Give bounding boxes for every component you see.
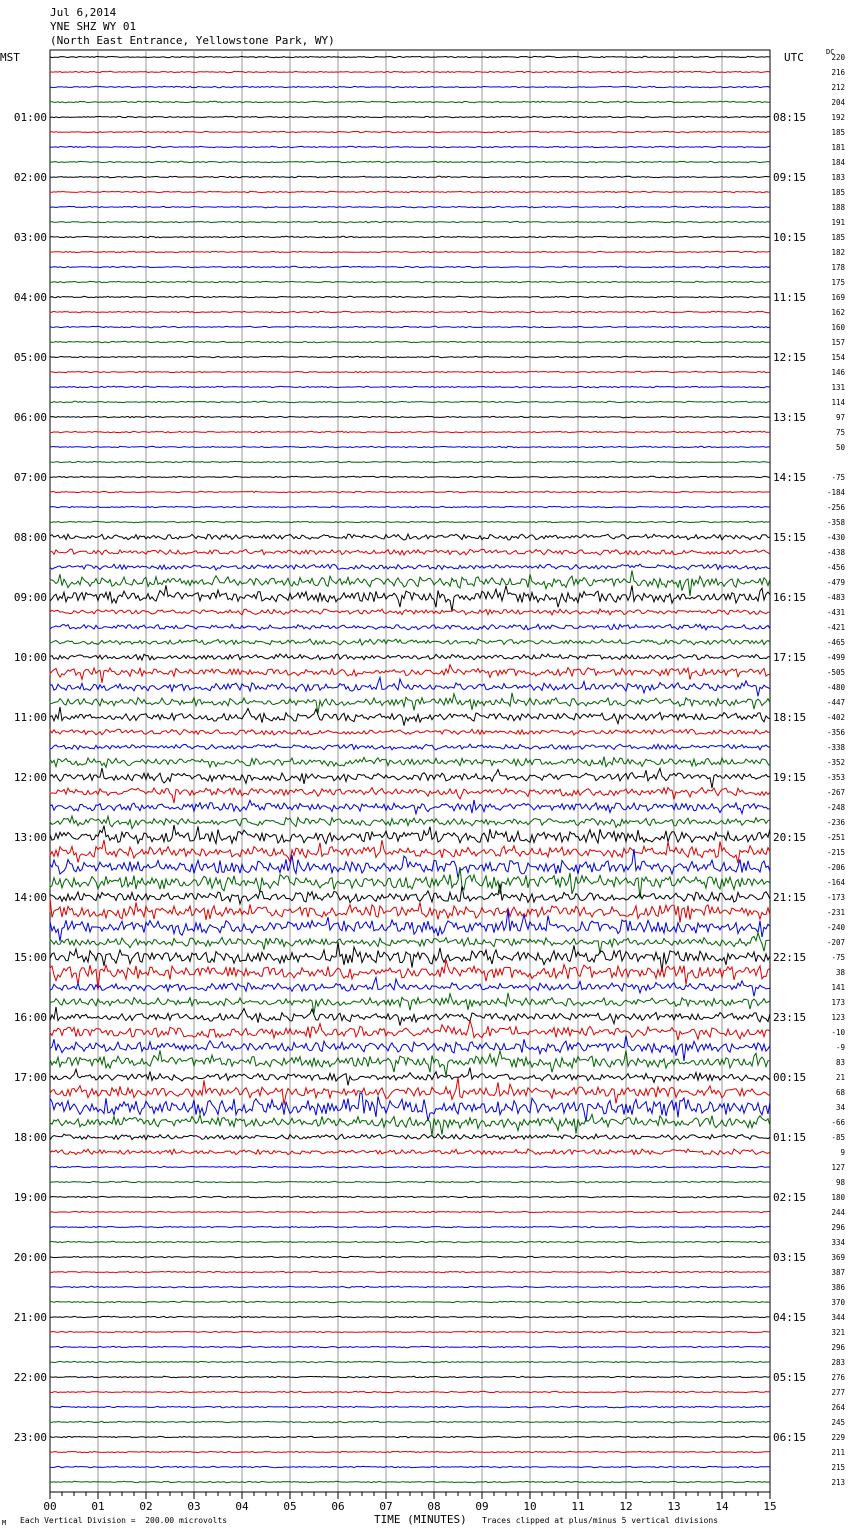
dc-offset-label: 178 [831,263,845,272]
dc-offset-label: -338 [826,743,845,752]
dc-offset-label: 229 [831,1433,845,1442]
dc-offset-label: 21 [835,1073,845,1082]
dc-offset-label: 245 [831,1418,845,1427]
dc-offset-label: 276 [831,1373,845,1382]
dc-offset-label: -231 [826,908,845,917]
seismic-trace [50,56,770,57]
seismic-trace [50,1376,770,1378]
seismic-trace [50,693,770,714]
x-tick-label: 05 [283,1500,297,1513]
hour-label-mst: 12:00 [13,771,47,784]
dc-offset-label: 185 [831,128,845,137]
dc-offset-label: 123 [831,1013,845,1022]
seismic-trace [50,977,770,996]
hour-label-utc: 01:15 [773,1131,807,1144]
seismic-trace [50,729,770,735]
dc-column-label: DC [826,48,835,56]
seismic-trace [50,326,770,327]
seismic-trace [50,1256,770,1258]
dc-offset-label: -353 [826,773,845,782]
seismic-trace [50,281,770,283]
dc-offset-label: 50 [835,443,845,452]
dc-offset-label: 283 [831,1358,845,1367]
hour-label-utc: 19:15 [773,771,807,784]
dc-offset-label: -505 [826,668,845,677]
hour-label-utc: 05:15 [773,1371,807,1384]
dc-offset-label: -240 [826,923,845,932]
dc-offset-label: 321 [831,1328,845,1337]
dc-offset-label: 213 [831,1478,845,1487]
seismic-trace [50,1077,770,1104]
seismic-trace [50,131,770,133]
x-tick-label: 07 [379,1500,393,1513]
hour-label-mst: 10:00 [13,651,47,664]
dc-offset-label: -184 [826,488,845,497]
dc-offset-label: 182 [831,248,845,257]
dc-offset-label: 192 [831,113,845,122]
dc-offset-label: 180 [831,1193,845,1202]
seismic-trace [50,446,770,448]
dc-offset-label: -173 [826,893,845,902]
left-timezone-label: MST [0,51,20,64]
dc-offset-label: 369 [831,1253,845,1262]
dc-offset-label: -499 [826,653,845,662]
seismic-trace [50,341,770,343]
seismic-trace [50,1331,770,1332]
hour-label-utc: 13:15 [773,411,807,424]
seismic-trace [50,206,770,208]
seismic-trace [50,1134,770,1140]
x-tick-label: 11 [571,1500,585,1513]
seismic-trace [50,1166,770,1168]
seismic-trace [50,1406,770,1408]
seismic-trace [50,176,770,178]
seismic-trace [50,1451,770,1452]
dc-offset-label: -421 [826,623,845,632]
dc-offset-label: 34 [835,1103,845,1112]
station-code: YNE SHZ WY 01 [50,20,137,33]
seismic-trace [50,431,770,433]
hour-label-utc: 21:15 [773,891,807,904]
seismic-trace [50,1436,770,1438]
seismic-trace [50,161,770,162]
hour-label-utc: 18:15 [773,711,807,724]
seismic-trace [50,296,770,297]
dc-offset-label: -215 [826,848,845,857]
dc-offset-label: 154 [831,353,845,362]
hour-label-utc: 22:15 [773,951,807,964]
seismic-trace [50,266,770,268]
seismic-trace [50,768,770,788]
hour-label-utc: 00:15 [773,1071,807,1084]
seismic-trace [50,816,770,829]
seismic-trace [50,461,770,463]
x-tick-label: 10 [523,1500,537,1513]
seismic-trace [50,401,770,402]
dc-offset-label: 215 [831,1463,845,1472]
dc-offset-label: -206 [826,863,845,872]
dc-offset-label: 191 [831,218,845,227]
dc-offset-label: -75 [831,953,845,962]
hour-label-utc: 17:15 [773,651,807,664]
seismic-trace [50,933,770,954]
hour-label-mst: 09:00 [13,591,47,604]
seismic-trace [50,1391,770,1392]
dc-offset-label: 386 [831,1283,845,1292]
hour-label-utc: 20:15 [773,831,807,844]
hour-label-mst: 22:00 [13,1371,47,1384]
seismic-trace [50,386,770,388]
seismic-trace [50,1114,770,1135]
dc-offset-label: -9 [835,1043,845,1052]
seismic-trace [50,1346,770,1347]
x-axis [43,1492,776,1513]
seismic-trace [50,101,770,103]
x-tick-label: 09 [475,1500,489,1513]
dc-offset-label: 387 [831,1268,845,1277]
dc-offset-label: 68 [835,1088,845,1097]
dc-offset-label: -66 [831,1118,845,1127]
hour-label-utc: 16:15 [773,591,807,604]
dc-offset-label: 162 [831,308,845,317]
seismic-trace [50,585,770,611]
seismic-trace [50,665,770,683]
seismic-trace [50,1361,770,1362]
x-tick-label: 04 [235,1500,249,1513]
dc-offset-label: 370 [831,1298,845,1307]
hour-label-utc: 23:15 [773,1011,807,1024]
x-tick-label: 08 [427,1500,441,1513]
seismic-trace [50,1196,770,1198]
dc-offset-label: -358 [826,518,845,527]
dc-offset-label: -207 [826,938,845,947]
dc-offset-label: 296 [831,1223,845,1232]
dc-offset-label: 114 [831,398,845,407]
hour-label-mst: 19:00 [13,1191,47,1204]
dc-offset-label: 97 [835,413,845,422]
dc-offset-label: 183 [831,173,845,182]
dc-offset-label: 141 [831,983,845,992]
seismic-trace [50,71,770,72]
seismic-trace [50,757,770,768]
hour-label-mst: 16:00 [13,1011,47,1024]
seismic-trace [50,221,770,223]
dc-offset-label: 131 [831,383,845,392]
dc-offset-label: 184 [831,158,845,167]
dc-offset-label: 216 [831,68,845,77]
hour-label-utc: 06:15 [773,1431,807,1444]
dc-offset-label: -75 [831,473,845,482]
hour-label-mst: 08:00 [13,531,47,544]
seismic-trace [50,236,770,238]
right-timezone-label: UTC [784,51,804,64]
dc-offset-label: 181 [831,143,845,152]
seismic-trace [50,677,770,696]
seismic-trace [50,371,770,373]
seismic-trace [50,86,770,88]
dc-offset-label: -356 [826,728,845,737]
hour-label-mst: 14:00 [13,891,47,904]
seismic-trace [50,571,770,597]
seismic-trace [50,1068,770,1086]
dc-offset-label: 220 [831,53,845,62]
trace-group [50,56,770,1483]
hour-label-mst: 13:00 [13,831,47,844]
clip-note: Traces clipped at plus/minus 5 vertical divisions [482,1516,719,1525]
seismic-trace [50,609,770,615]
seismic-trace [50,1466,770,1468]
hour-label-mst: 04:00 [13,291,47,304]
seismic-trace [50,1316,770,1318]
dc-offset-label: -430 [826,533,845,542]
x-tick-label: 02 [139,1500,153,1513]
dc-offset-label: 160 [831,323,845,332]
plot-frame [50,50,770,1492]
seismic-trace [50,534,770,540]
seismic-trace [50,1149,770,1155]
dc-offset-label: 344 [831,1313,845,1322]
seismic-trace [50,491,770,493]
hour-label-utc: 11:15 [773,291,807,304]
seismic-trace [50,825,770,844]
dc-offset-label: 169 [831,293,845,302]
dc-offset-label: 9 [840,1148,845,1157]
hour-label-mst: 23:00 [13,1431,47,1444]
hour-label-utc: 03:15 [773,1251,807,1264]
hour-label-mst: 17:00 [13,1071,47,1084]
seismic-trace [50,1036,770,1062]
seismic-trace [50,476,770,478]
seismic-trace [50,1020,770,1040]
seismic-trace [50,251,770,252]
dc-offset-label: -402 [826,713,845,722]
seismic-trace [50,311,770,313]
seismic-trace [50,707,770,726]
dc-offset-label: -479 [826,578,845,587]
dc-offset-label: -431 [826,608,845,617]
hour-label-mst: 18:00 [13,1131,47,1144]
dc-offset-label: 204 [831,98,845,107]
hour-label-mst: 02:00 [13,171,47,184]
dc-offset-label: 277 [831,1388,845,1397]
dc-offset-label: 185 [831,188,845,197]
seismic-trace [50,800,770,814]
hour-label-utc: 15:15 [773,531,807,544]
seismic-trace [50,564,770,570]
hour-label-utc: 02:15 [773,1191,807,1204]
hour-label-utc: 08:15 [773,111,807,124]
grid-lines [50,50,770,1492]
x-tick-label: 13 [667,1500,681,1513]
dc-offset-label: -236 [826,818,845,827]
seismic-trace [50,1241,770,1242]
x-tick-label: 00 [43,1500,57,1513]
dc-offset-label: -251 [826,833,845,842]
dc-offset-label: 211 [831,1448,845,1457]
hour-label-utc: 12:15 [773,351,807,364]
dc-offset-label: -483 [826,593,845,602]
seismic-trace [50,898,770,923]
seismic-trace [50,1286,770,1288]
hour-label-utc: 10:15 [773,231,807,244]
hour-label-mst: 05:00 [13,351,47,364]
seismic-trace [50,744,770,750]
dc-offset-label: 244 [831,1208,845,1217]
hour-label-mst: 06:00 [13,411,47,424]
dc-offset-label: -248 [826,803,845,812]
hour-label-utc: 04:15 [773,1311,807,1324]
seismic-trace [50,1271,770,1273]
seismic-trace [50,1481,770,1483]
corner-mark: M [2,1519,7,1527]
hour-label-mst: 11:00 [13,711,47,724]
dc-offset-label: -267 [826,788,845,797]
x-tick-label: 12 [619,1500,633,1513]
dc-offset-label: 185 [831,233,845,242]
seismic-trace [50,639,770,645]
dc-offset-label: 157 [831,338,845,347]
dc-offset-label: -256 [826,503,845,512]
hour-label-mst: 20:00 [13,1251,47,1264]
seismic-trace [50,146,770,148]
dc-offset-label: 212 [831,83,845,92]
seismic-trace [50,654,770,660]
seismic-trace [50,1301,770,1303]
dc-offset-label: 146 [831,368,845,377]
seismic-trace [50,993,770,1014]
dc-offset-label: 264 [831,1403,845,1412]
x-axis-title: TIME (MINUTES) [374,1513,467,1526]
dc-offset-label: 173 [831,998,845,1007]
dc-offset-label: -85 [831,1133,845,1142]
x-tick-label: 15 [763,1500,777,1513]
dc-offset-label: -438 [826,548,845,557]
scale-note: Each Vertical Division = 200.00 microvolts [20,1516,228,1525]
station-location: (North East Entrance, Yellowstone Park, WY) [50,34,335,47]
dc-offset-label: -352 [826,758,845,767]
hour-label-mst: 21:00 [13,1311,47,1324]
seismic-trace [50,942,770,972]
dc-offset-label: 127 [831,1163,845,1172]
seismic-trace [50,549,770,555]
dc-offset-label: 83 [835,1058,845,1067]
dc-offset-label: 175 [831,278,845,287]
dc-offset-label: -447 [826,698,845,707]
x-tick-label: 06 [331,1500,345,1513]
seismic-trace [50,1226,770,1228]
dc-offset-label: 334 [831,1238,845,1247]
hour-label-mst: 01:00 [13,111,47,124]
seismic-trace [50,116,770,117]
seismic-trace [50,506,770,507]
dc-offset-label: -465 [826,638,845,647]
dc-offset-label: -480 [826,683,845,692]
hour-label-mst: 03:00 [13,231,47,244]
seismic-trace [50,624,770,630]
seismic-trace [50,191,770,192]
x-tick-label: 14 [715,1500,729,1513]
seismic-trace [50,1421,770,1422]
seismic-trace [50,788,770,804]
hour-label-mst: 15:00 [13,951,47,964]
dc-offset-label: -164 [826,878,845,887]
dc-offset-label: 296 [831,1343,845,1352]
hour-label-utc: 14:15 [773,471,807,484]
dc-offset-label: 98 [835,1178,845,1187]
dc-offset-label: 38 [835,968,845,977]
seismic-trace [50,521,770,522]
dc-offset-label: -456 [826,563,845,572]
hour-label-mst: 07:00 [13,471,47,484]
hour-label-utc: 09:15 [773,171,807,184]
seismic-trace [50,416,770,418]
x-tick-label: 03 [187,1500,201,1513]
x-tick-label: 01 [91,1500,105,1513]
plot-date: Jul 6,2014 [50,6,117,19]
seismic-trace [50,1181,770,1182]
dc-offset-label: 188 [831,203,845,212]
seismic-trace [50,1211,770,1213]
dc-offset-label: 75 [835,428,845,437]
seismic-trace [50,356,770,358]
dc-offset-label: -10 [831,1028,845,1037]
